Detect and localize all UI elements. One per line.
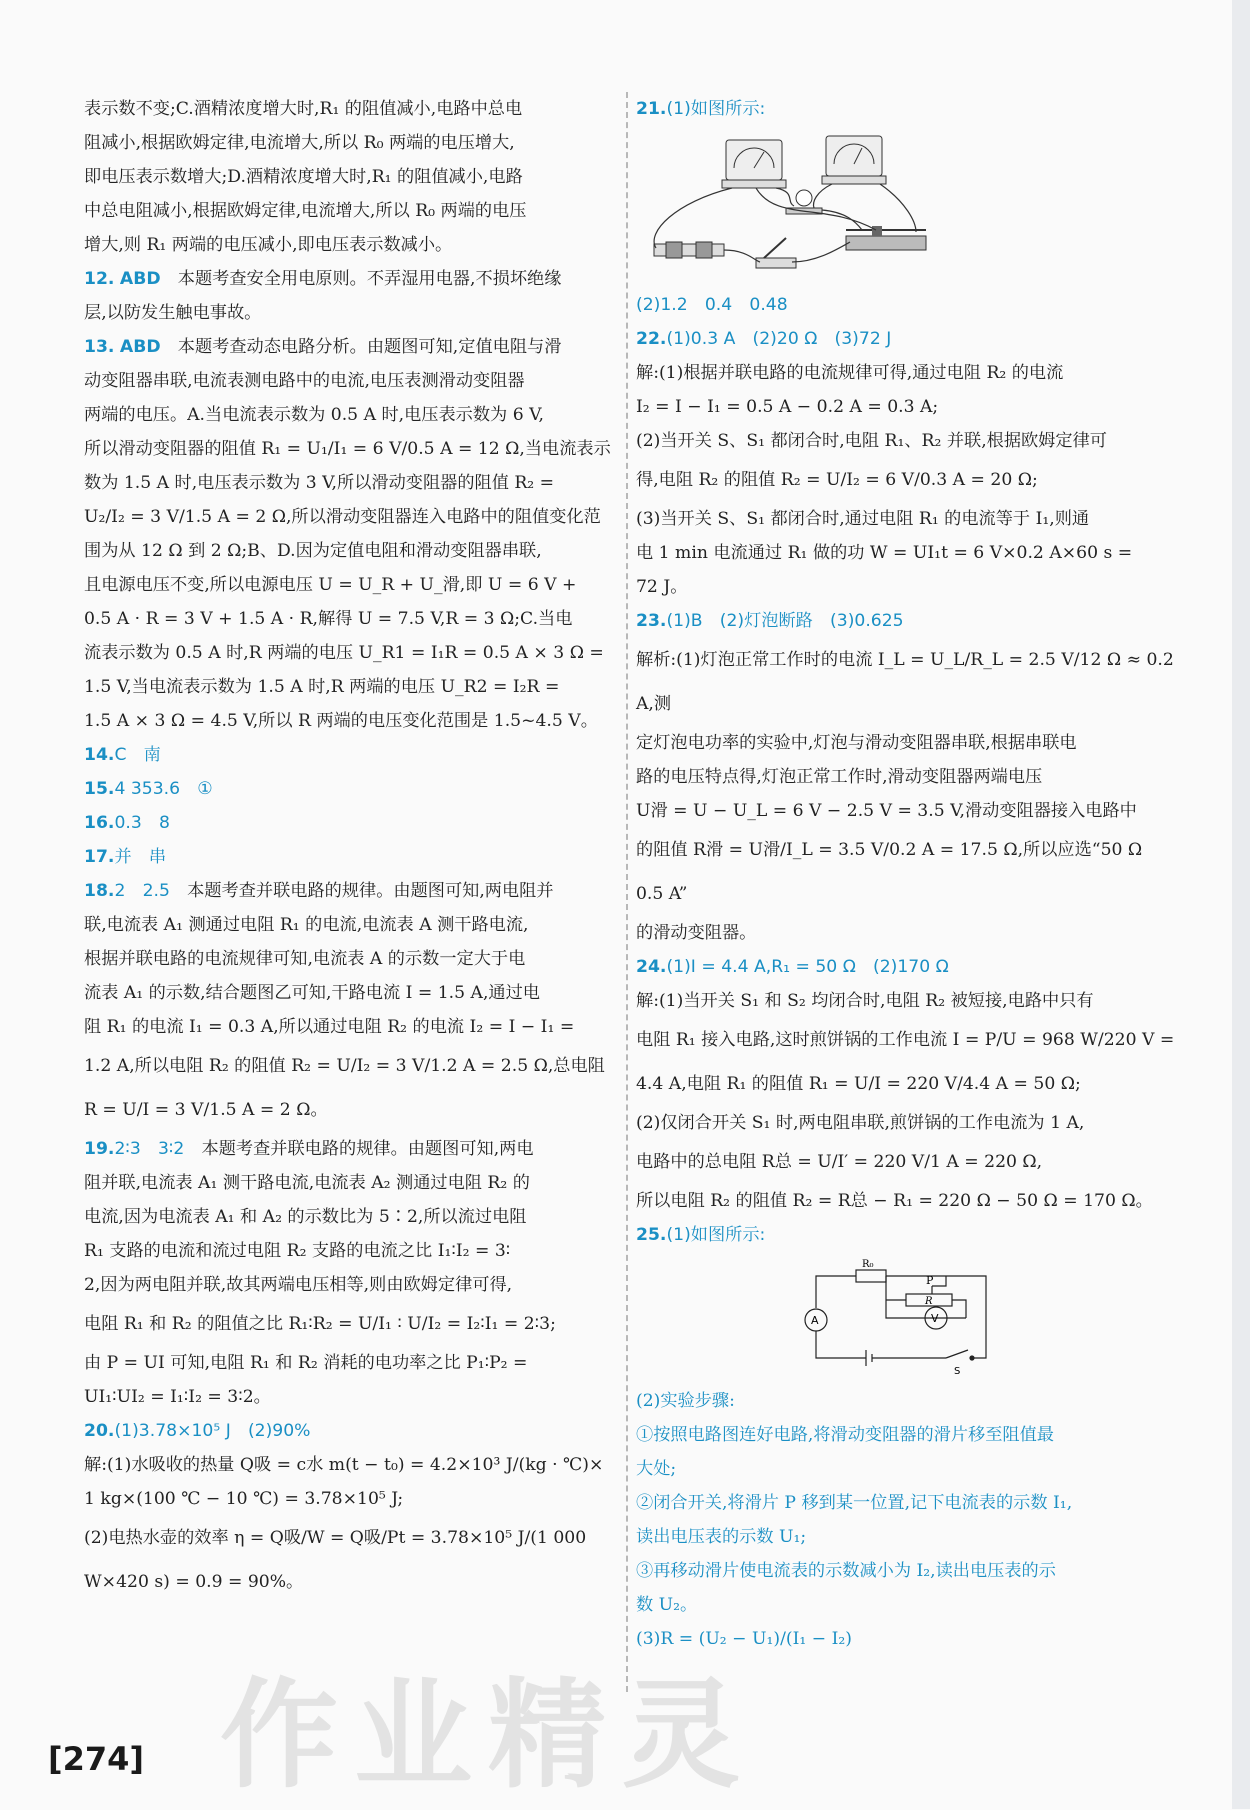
bulb-icon: [786, 190, 822, 214]
answer-23: [636, 604, 1178, 950]
text-line: 0.5 A · R = 3 V + 1.5 A · R,解得 U = 7.5 V,R = 3 Ω;C.当电: [84, 609, 573, 629]
text-line: (2)仅闭合开关 S₁ 时,两电阻串联,煎饼锅的工作电流为 1 A,: [636, 1113, 1085, 1133]
step-line: (2)实验步骤:: [636, 1391, 735, 1411]
text-line: 联,电流表 A₁ 测通过电阻 R₁ 的电流,电流表 A 测干路电流,: [84, 915, 529, 935]
text-line: 本题考查并联电路的规律。由题图可知,两电: [201, 1139, 534, 1159]
text-line: 表示数不变;C.酒精浓度增大时,R₁ 的阻值减小,电路中总电: [84, 99, 523, 119]
text-line: 层,以防发生触电事故。: [84, 303, 262, 323]
text-line: 电流,因为电流表 A₁ 和 A₂ 的示数比为 5∶2,所以流过电阻: [84, 1207, 527, 1227]
answer-key: (1)3.78×10⁵ J (2)90%: [114, 1421, 311, 1441]
text-line: 根据并联电路的电流规律可知,电流表 A 的示数一定大于电: [84, 949, 526, 969]
answer-key: ABD: [119, 269, 161, 289]
text-line: 的阻值 R滑 = U滑/I_L = 3.5 V/0.2 A = 17.5 Ω,所以应选“50 Ω 0.5 A”: [636, 840, 1160, 904]
text-line: 阻减小,根据欧姆定律,电流增大,所以 R₀ 两端的电压增大,: [84, 133, 515, 153]
text-line: (3)当开关 S、S₁ 都闭合时,通过电阻 R₁ 的电流等于 I₁,则通: [636, 509, 1090, 529]
r0-label: R₀: [862, 1259, 874, 1270]
step-line: 读出电压表的示数 U₁;: [636, 1527, 807, 1547]
question-number: 24.: [636, 957, 667, 977]
question-number: 17.: [84, 847, 115, 867]
answer-18: [84, 874, 616, 1132]
text-line: 所以电阻 R₂ 的阻值 R₂ = R总 − R₁ = 220 Ω − 50 Ω = 170 Ω。: [636, 1191, 1153, 1211]
text-line: 解:(1)根据并联电路的电流规律可得,通过电阻 R₂ 的电流: [636, 363, 1064, 383]
text-line: 阻 R₁ 的电流 I₁ = 0.3 A,所以通过电阻 R₂ 的电流 I₂ = I − I₁ =: [84, 1017, 575, 1037]
text-line: 两端的电压。A.当电流表示数为 0.5 A 时,电压表示数为 6 V,: [84, 405, 544, 425]
text-line: 路的电压特点得,灯泡正常工作时,滑动变阻器两端电压: [636, 767, 1043, 787]
question-number: 12.: [84, 269, 115, 289]
answer-15: [84, 772, 616, 806]
text-line: 动变阻器串联,电流表测电路中的电流,电压表测滑动变阻器: [84, 371, 525, 391]
text-line: 流表示数为 0.5 A 时,R 两端的电压 U_R1 = I₁R = 0.5 A × 3 Ω =: [84, 643, 604, 663]
text-line: 电阻 R₁ 和 R₂ 的阻值之比 R₁∶R₂ = U/I₁ ∶ U/I₂ = I₂∶I₁ = 2∶3;: [84, 1314, 556, 1334]
page-number: [274]: [48, 1740, 145, 1778]
text-line: 且电源电压不变,所以电源电压 U = U_R + U_滑,即 U = 6 V +: [84, 575, 577, 595]
text-line: 1.5 V,当电流表示数为 1.5 A 时,R 两端的电压 U_R2 = I₂R =: [84, 677, 560, 697]
question-number: 18.: [84, 881, 115, 901]
text-line: 中总电阻减小,根据欧姆定律,电流增大,所以 R₀ 两端的电压: [84, 201, 527, 221]
answer-20: [84, 1414, 616, 1604]
answer-17: [84, 840, 616, 874]
text-line: R₁ 支路的电流和流过电阻 R₂ 支路的电流之比 I₁∶I₂ = 3∶: [84, 1241, 511, 1261]
text-line: 围为从 12 Ω 到 2 Ω;B、D.因为定值电阻和滑动变阻器串联,: [84, 541, 542, 561]
text-line: 阻并联,电流表 A₁ 测干路电流,电流表 A₂ 测通过电阻 R₂ 的: [84, 1173, 530, 1193]
page-number-value: 274: [62, 1740, 130, 1778]
question-number: 21.: [636, 99, 667, 119]
question-number: 23.: [636, 611, 667, 631]
switch-icon: [756, 238, 796, 268]
r-label: R: [925, 1296, 933, 1307]
resistor-r0: [856, 1270, 886, 1282]
text-line: 本题考查并联电路的规律。由题图可知,两电阻并: [187, 881, 554, 901]
answer-14: [84, 738, 616, 772]
step-line: ②闭合开关,将滑片 P 移到某一位置,记下电流表的示数 I₁,: [636, 1493, 1073, 1513]
text-line: 电 1 min 电流通过 R₁ 做的功 W = UI₁t = 6 V×0.2 A×60 s =: [636, 543, 1133, 563]
answer-key: 4 353.6 ①: [114, 779, 213, 799]
text-line: UI₁∶UI₂ = I₁∶I₂ = 3∶2。: [84, 1387, 271, 1407]
text-line: 解析:(1)灯泡正常工作时的电流 I_L = U_L/R_L = 2.5 V/12 Ω ≈ 0.2 A,测: [636, 650, 1174, 714]
step-line: 数 U₂。: [636, 1595, 698, 1615]
battery-icon: [654, 242, 724, 258]
text-line: 即电压表示数增大;D.酒精浓度增大时,R₁ 的阻值减小,电路: [84, 167, 523, 187]
text-line: 增大,则 R₁ 两端的电压减小,即电压表示数减小。: [84, 235, 453, 255]
text-line: 2,因为两电阻并联,故其两端电压相等,则由欧姆定律可得,: [84, 1275, 513, 1295]
text-line: 数为 1.5 A 时,电压表示数为 3 V,所以滑动变阻器的阻值 R₂ =: [84, 473, 555, 493]
text-line: 得,电阻 R₂ 的阻值 R₂ = U/I₂ = 6 V/0.3 A = 20 Ω;: [636, 470, 1038, 490]
step-line: ①按照电路图连好电路,将滑动变阻器的滑片移至阻值最: [636, 1425, 1054, 1445]
rheostat-icon: [846, 226, 926, 250]
v-label: V: [931, 1312, 939, 1325]
question-number: 20.: [84, 1421, 115, 1441]
text-line: 1.2 A,所以电阻 R₂ 的阻值 R₂ = U/I₂ = 3 V/1.2 A = 2.5 Ω,总电阻: [84, 1056, 605, 1076]
answer-key: 0.3 8: [114, 813, 170, 833]
left-column: [84, 92, 616, 1604]
s-label: S: [954, 1366, 961, 1377]
answer-24: [636, 950, 1178, 1218]
step-line: ③再移动滑片使电流表的示数减小为 I₂,读出电压表的示: [636, 1561, 1056, 1581]
answer-19: [84, 1132, 616, 1414]
question-number: 13.: [84, 337, 115, 357]
answer-key: (1)B (2)灯泡断路 (3)0.625: [666, 611, 904, 631]
text-line: 解:(1)水吸收的热量 Q吸 = c水 m(t − t₀) = 4.2×10³ J/(kg · ℃)×: [84, 1455, 604, 1475]
question-number: 19.: [84, 1139, 115, 1159]
answer-key: (1)0.3 A (2)20 Ω (3)72 J: [666, 329, 892, 349]
text-line: 的滑动变阻器。: [636, 923, 757, 943]
watermark: 作业精灵: [220, 1666, 757, 1804]
text-line: U₂/I₂ = 3 V/1.5 A = 2 Ω,所以滑动变阻器连入电路中的阻值变化范: [84, 507, 601, 527]
answer-11-continued: [84, 92, 616, 262]
answer-21: [636, 92, 1178, 322]
text-line: 4.4 A,电阻 R₁ 的阻值 R₁ = U/I = 220 V/4.4 A = 50 Ω;: [636, 1074, 1081, 1094]
p-label: P: [926, 1274, 934, 1287]
answer-key: ABD: [119, 337, 161, 357]
text-line: 定灯泡电功率的实验中,灯泡与滑动变阻器串联,根据串联电: [636, 733, 1077, 753]
question-number: 22.: [636, 329, 667, 349]
text-line: (2)电热水壶的效率 η = Q吸/W = Q吸/Pt = 3.78×10⁵ J/(1 000 W×420 s) = 0.9 = 90%。: [84, 1528, 587, 1592]
circuit-diagram: [786, 1258, 1026, 1378]
right-column: [636, 92, 1178, 1656]
page-edge: [1232, 0, 1250, 1809]
step-line: 大处;: [636, 1459, 677, 1479]
text-line: U滑 = U − U_L = 6 V − 2.5 V = 3.5 V,滑动变阻器接入电路中: [636, 801, 1137, 821]
answer-key: (1)I = 4.4 A,R₁ = 50 Ω (2)170 Ω: [666, 957, 949, 977]
answer-key: (1)如图所示:: [666, 1225, 766, 1245]
answer-21-part2: (2)1.2 0.4 0.48: [636, 295, 788, 315]
text-line: 流表 A₁ 的示数,结合题图乙可知,干路电流 I = 1.5 A,通过电: [84, 983, 540, 1003]
physical-circuit-figure: [636, 132, 936, 282]
answer-key: (1)如图所示:: [666, 99, 766, 119]
text-line: 由 P = UI 可知,电阻 R₁ 和 R₂ 消耗的电功率之比 P₁∶P₂ =: [84, 1353, 528, 1373]
question-number: 16.: [84, 813, 115, 833]
answer-13: [84, 330, 616, 738]
question-number: 25.: [636, 1225, 667, 1245]
text-line: 72 J。: [636, 577, 688, 597]
question-number: 14.: [84, 745, 115, 765]
text-line: 1.5 A × 3 Ω = 4.5 V,所以 R 两端的电压变化范围是 1.5~4.5 V。: [84, 711, 598, 731]
text-line: 解:(1)当开关 S₁ 和 S₂ 均闭合时,电阻 R₂ 被短接,电路中只有: [636, 991, 1094, 1011]
answer-25: [636, 1218, 1178, 1656]
answer-12: [84, 262, 616, 330]
answer-22: [636, 322, 1178, 604]
text-line: 1 kg×(100 ℃ − 10 ℃) = 3.78×10⁵ J;: [84, 1489, 404, 1509]
text-line: R = U/I = 3 V/1.5 A = 2 Ω。: [84, 1100, 328, 1120]
answer-key: 并 串: [114, 847, 167, 867]
text-line: (2)当开关 S、S₁ 都闭合时,电阻 R₁、R₂ 并联,根据欧姆定律可: [636, 431, 1107, 451]
ammeter-icon: [722, 140, 786, 188]
step-line: (3)R = (U₂ − U₁)/(I₁ − I₂): [636, 1629, 852, 1649]
text-line: 电阻 R₁ 接入电路,这时煎饼锅的工作电流 I = P/U = 968 W/220 V =: [636, 1030, 1175, 1050]
text-line: 电路中的总电阻 R总 = U/I′ = 220 V/1 A = 220 Ω,: [636, 1152, 1043, 1172]
text-line: 所以滑动变阻器的阻值 R₁ = U₁/I₁ = 6 V/0.5 A = 12 Ω,当电流表示: [84, 439, 611, 459]
voltmeter-icon: [822, 136, 886, 184]
text-line: 本题考查安全用电原则。不弄湿用电器,不损坏绝缘: [177, 269, 562, 289]
column-divider: [626, 92, 628, 1692]
answer-key: 2 2.5: [114, 881, 170, 901]
answer-key: 2∶3 3∶2: [114, 1139, 185, 1159]
answer-key: C 南: [114, 745, 161, 765]
answer-16: [84, 806, 616, 840]
text-line: 本题考查动态电路分析。由题图可知,定值电阻与滑: [177, 337, 562, 357]
question-number: 15.: [84, 779, 115, 799]
text-line: I₂ = I − I₁ = 0.5 A − 0.2 A = 0.3 A;: [636, 397, 939, 417]
a-label: A: [811, 1314, 819, 1327]
